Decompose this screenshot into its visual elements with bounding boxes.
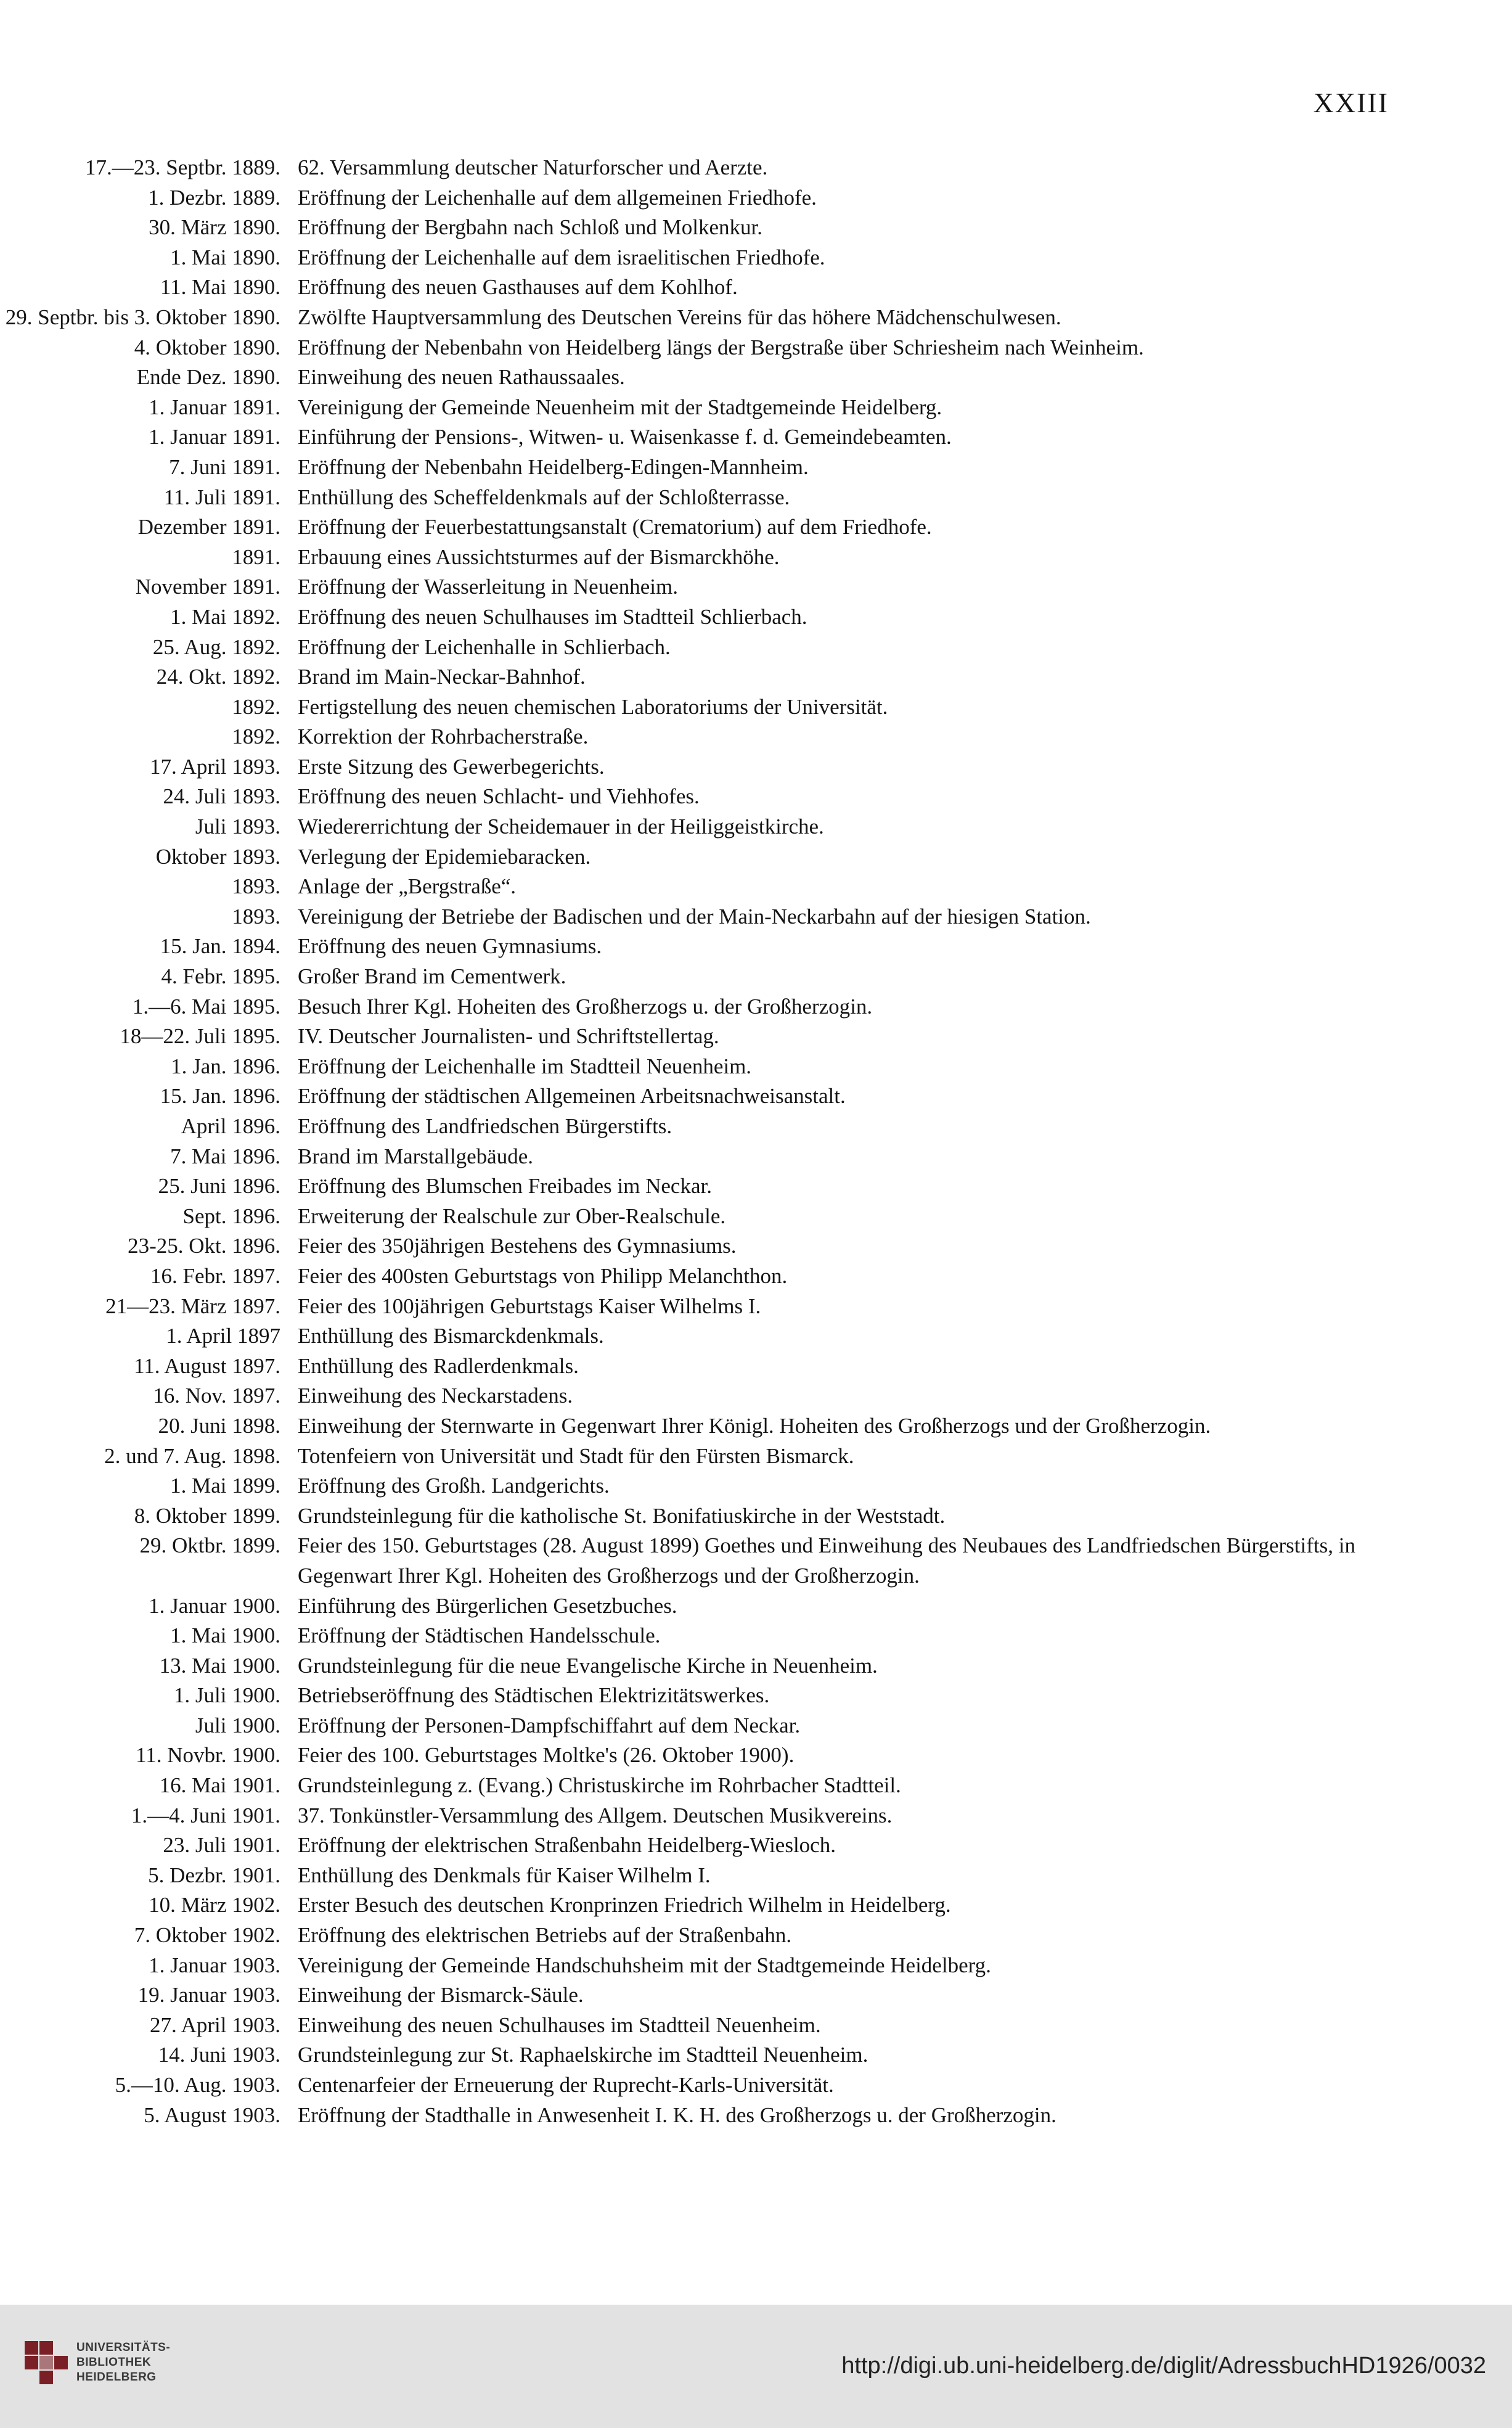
entry-event: Eröffnung der Wasserleitung in Neuenheim. bbox=[298, 575, 678, 599]
entry-event: Anlage der „Bergstraße“. bbox=[298, 874, 517, 899]
entry-event: Enthüllung des Radlerdenkmals. bbox=[298, 1353, 579, 1378]
entry-event: Brand im Marstallgebäude. bbox=[298, 1144, 533, 1168]
entry-event: Centenarfeier der Erneuerung der Ruprecht-Karls-Universität. bbox=[298, 2073, 834, 2097]
entry-date: 1. Januar 1900. bbox=[149, 1593, 280, 1618]
entry-date: 7. Mai 1896. bbox=[170, 1144, 280, 1168]
entry-date: 11. Juli 1891. bbox=[163, 485, 280, 509]
entry-date: 1. Mai 1890. bbox=[170, 245, 280, 269]
entry-event: Enthüllung des Denkmals für Kaiser Wilhelm I. bbox=[298, 1863, 711, 1887]
entry-event: Grundsteinlegung z. (Evang.) Christuskirche im Rohrbacher Stadtteil. bbox=[298, 1773, 901, 1798]
entry-date: April 1896. bbox=[181, 1114, 280, 1138]
entry-date: 1892. bbox=[232, 724, 280, 749]
entry-date: 16. Nov. 1897. bbox=[153, 1384, 280, 1408]
entry-event: Eröffnung der städtischen Allgemeinen Arbeitsnachweisanstalt. bbox=[298, 1084, 846, 1109]
entry-date: 23. Juli 1901. bbox=[163, 1833, 280, 1858]
entry-date: 4. Oktober 1890. bbox=[134, 335, 280, 359]
entry-event: Eröffnung des neuen Gymnasiums. bbox=[298, 934, 602, 959]
entry-event: Feier des 350jährigen Bestehens des Gymnasiums. bbox=[298, 1234, 737, 1258]
entry-date: 23-25. Okt. 1896. bbox=[128, 1234, 280, 1258]
entry-event: Grundsteinlegung zur St. Raphaelskirche im Stadtteil Neuenheim. bbox=[298, 2043, 868, 2067]
entry-date: 1. Mai 1900. bbox=[170, 1623, 280, 1648]
entry-event: Einweihung des neuen Schulhauses im Stadtteil Neuenheim. bbox=[298, 2012, 821, 2037]
entry-event: Eröffnung der Leichenhalle in Schlierbach. bbox=[298, 634, 671, 659]
entry-date: Juli 1893. bbox=[195, 814, 280, 839]
entry-date: 7. Juni 1891. bbox=[169, 454, 280, 479]
entry-event: Eröffnung der Leichenhalle im Stadtteil Neuenheim. bbox=[298, 1054, 752, 1078]
entry-date: 5.—10. Aug. 1903. bbox=[115, 2073, 280, 2097]
entry-date: Dezember 1891. bbox=[137, 515, 280, 539]
entry-date: 11. Novbr. 1900. bbox=[136, 1743, 280, 1768]
entry-event: IV. Deutscher Journalisten- und Schriftstellertag. bbox=[298, 1024, 719, 1049]
entry-date: 5. Dezbr. 1901. bbox=[148, 1863, 280, 1887]
entry-event: Eröffnung des neuen Schulhauses im Stadtteil Schlierbach. bbox=[298, 604, 807, 629]
entry-date: 21—23. März 1897. bbox=[105, 1294, 280, 1318]
source-url-link[interactable]: http://digi.ub.uni-heidelberg.de/diglit/AdressbuchHD1926/0032 bbox=[841, 2353, 1486, 2379]
entry-date: 1. Januar 1891. bbox=[149, 425, 280, 449]
entry-event: Eröffnung des Blumschen Freibades im Neckar. bbox=[298, 1174, 712, 1199]
entry-event: 37. Tonkünstler-Versammlung des Allgem. Deutschen Musikvereins. bbox=[298, 1803, 893, 1827]
entry-event: Feier des 100jährigen Geburtstags Kaiser Wilhelms I. bbox=[298, 1294, 761, 1318]
entry-date: 2. und 7. Aug. 1898. bbox=[104, 1443, 280, 1468]
entry-event: Einweihung der Sternwarte in Gegenwart Ihrer Königl. Hoheiten des Großherzogs und der Großherzogin. bbox=[298, 1413, 1211, 1438]
entry-date: 5. August 1903. bbox=[144, 2102, 280, 2127]
entry-event: Eröffnung der Städtischen Handelsschule. bbox=[298, 1623, 661, 1648]
entry-date: November 1891. bbox=[135, 575, 280, 599]
entry-event: Eröffnung der Feuerbestattungsanstalt (Crematorium) auf dem Friedhofe. bbox=[298, 515, 932, 539]
entry-date: Sept. 1896. bbox=[182, 1204, 280, 1228]
entry-date: 18—22. Juli 1895. bbox=[120, 1024, 280, 1049]
entry-event: Feier des 150. Geburtstages (28. August 1899) Goethes und Einweihung des Neubaues des Landfriedschen Bürgerstifts, in Gegenwart Ihrer Kgl. Hoheiten des Großherzogs und der Großherzogin. bbox=[298, 1533, 1355, 1588]
entry-date: Oktober 1893. bbox=[155, 844, 280, 869]
entry-event: Erweiterung der Realschule zur Ober-Realschule. bbox=[298, 1204, 726, 1228]
footer-bar bbox=[0, 2305, 1512, 2428]
library-logo bbox=[25, 2340, 170, 2385]
entry-event: Verlegung der Epidemiebaracken. bbox=[298, 844, 591, 869]
entry-date: 29. Oktbr. 1899. bbox=[139, 1533, 280, 1558]
entry-event: Zwölfte Hauptversammlung des Deutschen Vereins für das höhere Mädchenschulwesen. bbox=[298, 305, 1061, 329]
entry-date: 17.—23. Septbr. 1889. bbox=[85, 155, 280, 179]
entry-date: 1892. bbox=[232, 694, 280, 719]
entry-date: 15. Jan. 1896. bbox=[160, 1084, 280, 1109]
entry-event: Enthüllung des Scheffeldenkmals auf der Schloßterrasse. bbox=[298, 485, 790, 509]
entry-event: Grundsteinlegung für die katholische St. Bonifatiuskirche in der Weststadt. bbox=[298, 1503, 946, 1528]
entry-date: 13. Mai 1900. bbox=[159, 1653, 280, 1678]
entry-event: Enthüllung des Bismarckdenkmals. bbox=[298, 1324, 604, 1348]
entry-date: 1.—6. Mai 1895. bbox=[132, 994, 280, 1019]
entry-date: 14. Juni 1903. bbox=[158, 2043, 280, 2067]
entry-event: Einweihung der Bismarck-Säule. bbox=[298, 1983, 584, 2008]
entry-event: Einweihung des neuen Rathaussaales. bbox=[298, 365, 625, 390]
entry-date: 24. Juli 1893. bbox=[163, 784, 280, 809]
entry-date: 1. Juli 1900. bbox=[173, 1683, 280, 1708]
library-name-line: HEIDELBERG bbox=[76, 2371, 157, 2384]
library-name bbox=[76, 2340, 170, 2385]
library-logo-icon bbox=[25, 2341, 68, 2384]
entry-event: Eröffnung der Personen-Dampfschiffahrt auf dem Neckar. bbox=[298, 1713, 801, 1737]
entry-date: 24. Okt. 1892. bbox=[156, 665, 280, 689]
entry-date: 1. Januar 1891. bbox=[149, 395, 280, 419]
entry-date: 1.—4. Juni 1901. bbox=[131, 1803, 280, 1827]
entry-event: Eröffnung des neuen Gasthauses auf dem Kohlhof. bbox=[298, 275, 738, 300]
entry-event: Eröffnung der Nebenbahn von Heidelberg längs der Bergstraße über Schriesheim nach Weinheim. bbox=[298, 335, 1144, 359]
entry-event: Eröffnung des neuen Schlacht- und Viehhofes. bbox=[298, 784, 700, 809]
entry-date: 15. Jan. 1894. bbox=[160, 934, 280, 959]
entry-event: Eröffnung der Leichenhalle auf dem israelitischen Friedhofe. bbox=[298, 245, 825, 269]
entry-event: Einführung der Pensions-, Witwen- u. Waisenkasse f. d. Gemeindebeamten. bbox=[298, 425, 952, 449]
entry-date: 19. Januar 1903. bbox=[137, 1983, 280, 2008]
entry-date: 11. August 1897. bbox=[134, 1353, 280, 1378]
chronicle-list bbox=[0, 153, 1512, 2130]
library-name-line: BIBLIOTHEK bbox=[76, 2356, 152, 2369]
entry-event: Erste Sitzung des Gewerbegerichts. bbox=[298, 754, 605, 779]
entry-event: Eröffnung des elektrischen Betriebs auf der Straßenbahn. bbox=[298, 1923, 792, 1948]
entry-date: 1891. bbox=[232, 544, 280, 569]
entry-event: Wiedererrichtung der Scheidemauer in der Heiliggeistkirche. bbox=[298, 814, 824, 839]
library-name-line: UNIVERSITÄTS- bbox=[76, 2341, 171, 2354]
entry-date: Juli 1900. bbox=[195, 1713, 280, 1737]
entry-event: Eröffnung des Landfriedschen Bürgerstifts. bbox=[298, 1114, 672, 1138]
entry-date: 29. Septbr. bis 3. Oktober 1890. bbox=[5, 305, 280, 329]
entry-event: Einführung des Bürgerlichen Gesetzbuches. bbox=[298, 1593, 677, 1618]
entry-event: Großer Brand im Cementwerk. bbox=[298, 964, 566, 989]
entry-event: Eröffnung des Großh. Landgerichts. bbox=[298, 1474, 610, 1498]
entry-event: Betriebseröffnung des Städtischen Elektrizitätswerkes. bbox=[298, 1683, 770, 1708]
entry-event: Vereinigung der Gemeinde Neuenheim mit der Stadtgemeinde Heidelberg. bbox=[298, 395, 942, 419]
entry-event: Erbauung eines Aussichtsturmes auf der Bismarckhöhe. bbox=[298, 544, 780, 569]
entry-event: Eröffnung der Stadthalle in Anwesenheit I. K. H. des Großherzogs u. der Großherzogin. bbox=[298, 2102, 1056, 2127]
entry-event: Korrektion der Rohrbacherstraße. bbox=[298, 724, 589, 749]
page-number: XXIII bbox=[1313, 87, 1389, 118]
entry-date: 1. Mai 1899. bbox=[170, 1474, 280, 1498]
entry-event: Fertigstellung des neuen chemischen Laboratoriums der Universität. bbox=[298, 694, 888, 719]
entry-date: 11. Mai 1890. bbox=[160, 275, 280, 300]
entry-date: 17. April 1893. bbox=[150, 754, 280, 779]
entry-date: 1. Januar 1903. bbox=[149, 1953, 280, 1977]
entry-event: Einweihung des Neckarstadens. bbox=[298, 1384, 573, 1408]
entry-event: Eröffnung der Leichenhalle auf dem allgemeinen Friedhofe. bbox=[298, 185, 817, 210]
entry-date: 25. Aug. 1892. bbox=[152, 634, 280, 659]
entry-event: 62. Versammlung deutscher Naturforscher und Aerzte. bbox=[298, 155, 768, 179]
entry-event: Grundsteinlegung für die neue Evangelische Kirche in Neuenheim. bbox=[298, 1653, 878, 1678]
entry-date: 1893. bbox=[232, 904, 280, 929]
entry-event: Eröffnung der Nebenbahn Heidelberg-Edingen-Mannheim. bbox=[298, 454, 809, 479]
entry-date: 16. Febr. 1897. bbox=[150, 1263, 280, 1288]
entry-date: 1. Jan. 1896. bbox=[171, 1054, 280, 1078]
entry-event: Feier des 400sten Geburtstags von Philipp Melanchthon. bbox=[298, 1263, 788, 1288]
entry-event: Besuch Ihrer Kgl. Hoheiten des Großherzogs u. der Großherzogin. bbox=[298, 994, 873, 1019]
entry-date: 1. Dezbr. 1889. bbox=[148, 185, 280, 210]
entry-event: Feier des 100. Geburtstages Moltke's (26. Oktober 1900). bbox=[298, 1743, 795, 1768]
entry-event: Brand im Main-Neckar-Bahnhof. bbox=[298, 665, 586, 689]
entry-date: 10. März 1902. bbox=[149, 1893, 280, 1917]
entry-date: 1893. bbox=[232, 874, 280, 899]
entry-event: Vereinigung der Betriebe der Badischen und der Main-Neckarbahn auf der hiesigen Station. bbox=[298, 904, 1091, 929]
entry-date: 8. Oktober 1899. bbox=[134, 1503, 280, 1528]
entry-date: 25. Juni 1896. bbox=[158, 1174, 280, 1199]
entry-date: 30. März 1890. bbox=[149, 215, 280, 240]
entry-event: Vereinigung der Gemeinde Handschuhsheim mit der Stadtgemeinde Heidelberg. bbox=[298, 1953, 991, 1977]
entry-date: Ende Dez. 1890. bbox=[136, 365, 280, 390]
entry-date: 7. Oktober 1902. bbox=[134, 1923, 280, 1948]
entry-event: Eröffnung der elektrischen Straßenbahn Heidelberg-Wiesloch. bbox=[298, 1833, 836, 1858]
entry-event: Eröffnung der Bergbahn nach Schloß und Molkenkur. bbox=[298, 215, 762, 240]
entry-date: 20. Juni 1898. bbox=[158, 1413, 280, 1438]
entry-date: 1. April 1897 bbox=[166, 1324, 280, 1348]
entry-event: Totenfeiern von Universität und Stadt für den Fürsten Bismarck. bbox=[298, 1443, 854, 1468]
entry-date: 27. April 1903. bbox=[150, 2012, 280, 2037]
entry-event: Erster Besuch des deutschen Kronprinzen Friedrich Wilhelm in Heidelberg. bbox=[298, 1893, 951, 1917]
entry-date: 4. Febr. 1895. bbox=[161, 964, 280, 989]
entry-date: 1. Mai 1892. bbox=[170, 604, 280, 629]
entry-date: 16. Mai 1901. bbox=[159, 1773, 280, 1798]
